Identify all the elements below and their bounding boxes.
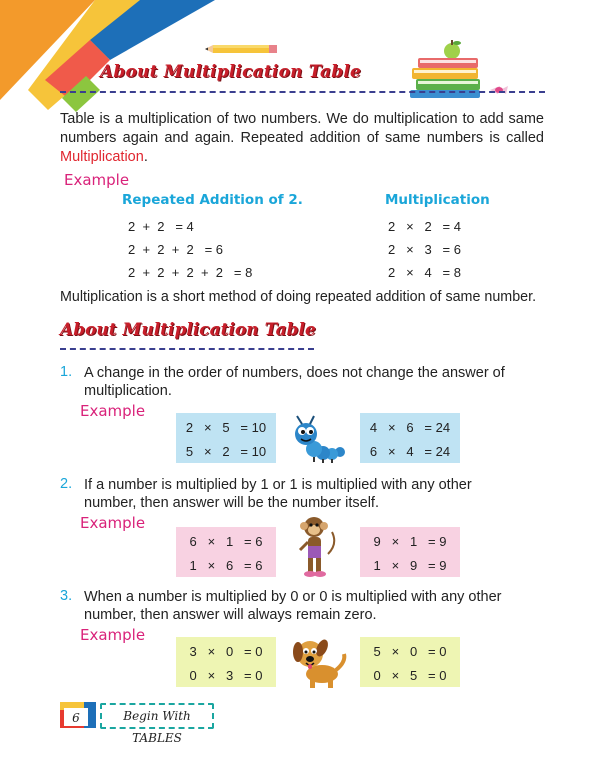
example-box-right [360,413,460,463]
addition-line: 2 + 2 + 2 + 2 = 8 [128,265,253,280]
multiplication-heading: Multiplication [385,192,490,208]
example-box-left [176,413,276,463]
equation: 4 × 6 = 24 [369,420,451,435]
equation: 5 × 2 = 10 [185,444,267,459]
rule-number: 3. [60,588,73,604]
caterpillar-icon [292,414,348,464]
intro-highlight: Multiplication [60,149,144,165]
equation: 6 × 1 = 6 [189,534,263,549]
equation: 1 × 6 = 6 [189,558,263,573]
book-title-label: Begin With TABLES [100,703,214,729]
multiplication-line: 2 × 4 = 8 [388,265,461,280]
multiplication-line: 2 × 2 = 4 [388,219,461,234]
page-number: 6 [72,711,80,725]
example-box-right [360,637,460,687]
title-divider [60,91,545,93]
summary-text: Multiplication is a short method of doing repeated addition of same number. [60,289,537,305]
multiplication-line: 2 × 3 = 6 [388,242,461,257]
rule-number: 2. [60,476,73,492]
section-title: About Multiplication Table [60,320,316,340]
repeated-addition-heading: Repeated Addition of 2. [122,192,303,208]
equation: 5 × 0 = 0 [373,644,447,659]
equation: 1 × 9 = 9 [373,558,447,573]
equation: 3 × 0 = 0 [189,644,263,659]
rule-text: A change in the order of numbers, does not change the answer of multiplication. [84,365,505,399]
example-label: Example [80,626,146,644]
example-box-left [176,527,276,577]
example-label: Example [80,402,146,420]
dog-icon [288,634,350,690]
intro-paragraph [60,110,544,167]
equation: 2 × 5 = 10 [185,420,267,435]
intro-end: . [143,149,148,165]
example-label: Example [80,514,146,532]
example-label: Example [64,171,130,189]
page-title: About Multiplication Table [100,62,361,82]
page-number-badge [60,702,96,728]
example-box-right [360,527,460,577]
pencil-icon [205,43,277,55]
example-box-left [176,637,276,687]
addition-line: 2 + 2 = 4 [128,219,194,234]
monkey-icon [298,514,338,580]
equation: 9 × 1 = 9 [373,534,447,549]
intro-text: Table is a multiplication of two numbers. We do multiplication to add same numbers again and again. Repeated addition of same numbers is called [60,111,544,146]
equation: 6 × 4 = 24 [369,444,451,459]
equation: 0 × 3 = 0 [189,668,263,683]
rule-number: 1. [60,364,73,380]
section-divider [60,348,314,350]
equation: 0 × 5 = 0 [373,668,447,683]
addition-line: 2 + 2 + 2 = 6 [128,242,224,257]
rule-text: If a number is multiplied by 1 or 1 is multiplied with any other number, then answer will be the number itself. [84,477,472,511]
rule-text: When a number is multiplied by 0 or 0 is multiplied with any other number, then answer will always remain zero. [84,589,502,623]
